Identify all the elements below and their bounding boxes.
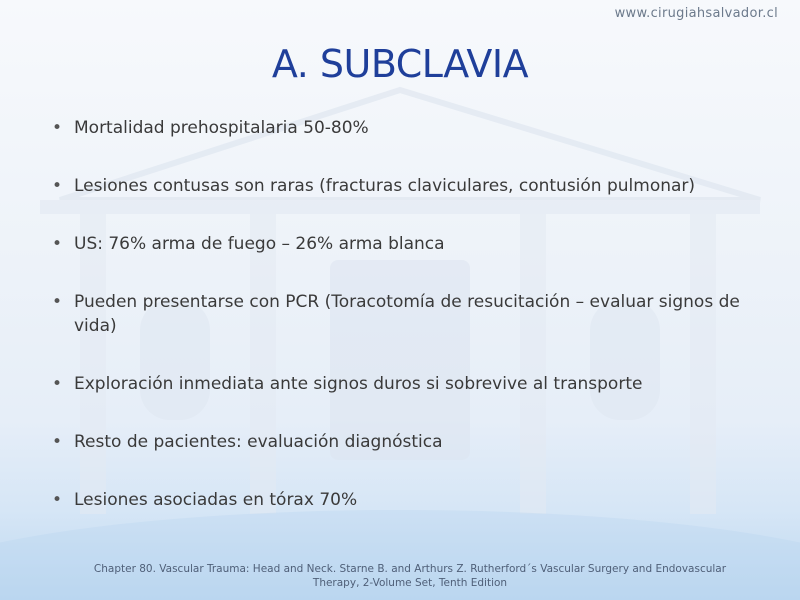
bullet-dot-icon: • <box>52 176 63 196</box>
bullet-text: Resto de pacientes: evaluación diagnóstica <box>74 432 443 452</box>
bullet-item <box>52 116 762 140</box>
bullet-item <box>52 232 762 256</box>
bullet-text: Lesiones contusas son raras (fracturas claviculares, contusión pulmonar) <box>74 176 696 196</box>
bullet-text: Mortalidad prehospitalaria 50-80% <box>74 118 369 138</box>
website-url: www.cirugiahsalvador.cl <box>614 6 778 21</box>
bullet-text: Exploración inmediata ante signos duros si sobrevive al transporte <box>74 374 643 394</box>
bullet-dot-icon: • <box>52 374 63 394</box>
bullet-text: US: 76% arma de fuego – 26% arma blanca <box>74 234 445 254</box>
bullet-item <box>52 174 762 198</box>
bullet-item <box>52 430 762 454</box>
bullet-item <box>52 488 762 512</box>
bullet-item <box>52 372 762 396</box>
bullet-text: Lesiones asociadas en tórax 70% <box>74 490 358 510</box>
bullet-dot-icon: • <box>52 118 63 138</box>
bullet-list <box>52 116 762 546</box>
bullet-item <box>52 290 762 338</box>
bullet-dot-icon: • <box>52 432 63 452</box>
citation-footer: Chapter 80. Vascular Trauma: Head and Neck. Starne B. and Arthurs Z. Rutherford´s Vascular Surgery and Endovascular Therapy, 2-Volume Set, Tenth Edition <box>93 563 727 589</box>
bullet-dot-icon: • <box>52 292 63 312</box>
bullet-dot-icon: • <box>52 234 63 254</box>
slide-title: A. SUBCLAVIA <box>271 42 529 86</box>
bullet-text: Pueden presentarse con PCR (Toracotomía de resucitación – evaluar signos de vida) <box>74 292 740 336</box>
bullet-dot-icon: • <box>52 490 63 510</box>
